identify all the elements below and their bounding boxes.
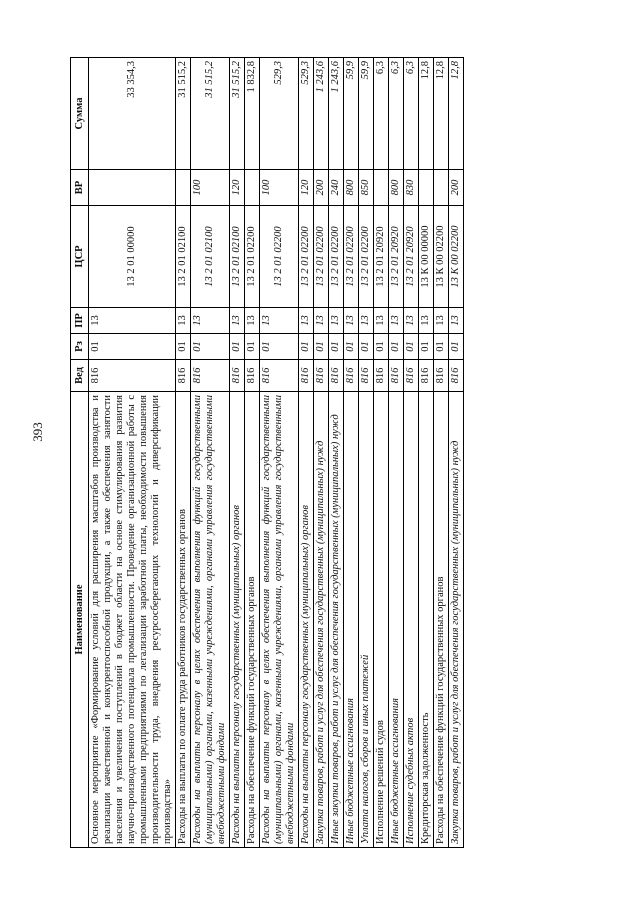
cell-vr bbox=[89, 170, 176, 206]
cell-sum: 12,8 bbox=[449, 58, 464, 170]
cell-ved: 816 bbox=[191, 360, 230, 392]
cell-rz: 01 bbox=[299, 334, 314, 360]
cell-name: Кредиторская задолженность bbox=[419, 392, 434, 848]
cell-ved: 816 bbox=[389, 360, 404, 392]
cell-rz: 01 bbox=[191, 334, 230, 360]
table-row bbox=[344, 58, 359, 848]
table-row bbox=[230, 58, 245, 848]
cell-vr: 800 bbox=[389, 170, 404, 206]
cell-vr bbox=[419, 170, 434, 206]
header-vr: ВР bbox=[71, 170, 89, 206]
cell-rz: 01 bbox=[314, 334, 329, 360]
header-sum: Сумма bbox=[71, 58, 89, 170]
cell-name: Уплата налогов, сборов и иных платежей bbox=[359, 392, 374, 848]
cell-rz: 01 bbox=[230, 334, 245, 360]
cell-name: Закупка товаров, работ и услуг для обеспечения государственных (муниципальных) нужд bbox=[449, 392, 464, 848]
cell-csr: 13 2 01 02200 bbox=[245, 206, 260, 308]
cell-pr: 13 bbox=[260, 308, 299, 334]
table-row bbox=[404, 58, 419, 848]
table-row bbox=[449, 58, 464, 848]
cell-vr: 100 bbox=[260, 170, 299, 206]
cell-ved: 816 bbox=[329, 360, 344, 392]
cell-ved: 816 bbox=[245, 360, 260, 392]
cell-name: Расходы на выплаты персоналу государственных (муниципальных) органов bbox=[299, 392, 314, 848]
cell-sum: 6,3 bbox=[374, 58, 389, 170]
cell-ved: 816 bbox=[314, 360, 329, 392]
cell-name: Иные закупки товаров, работ и услуг для обеспечения государственных (муниципальных) нужд bbox=[329, 392, 344, 848]
cell-sum: 12,8 bbox=[434, 58, 449, 170]
cell-csr: 13 К 00 02200 bbox=[434, 206, 449, 308]
table-row bbox=[329, 58, 344, 848]
cell-csr: 13 2 01 02200 bbox=[260, 206, 299, 308]
cell-csr: 13 2 01 02100 bbox=[230, 206, 245, 308]
cell-ved: 816 bbox=[260, 360, 299, 392]
table-row bbox=[245, 58, 260, 848]
cell-ved: 816 bbox=[230, 360, 245, 392]
cell-rz: 01 bbox=[89, 334, 176, 360]
cell-rz: 01 bbox=[344, 334, 359, 360]
table-row bbox=[89, 58, 176, 848]
cell-csr: 13 2 01 00000 bbox=[89, 206, 176, 308]
cell-ved: 816 bbox=[434, 360, 449, 392]
cell-csr: 13 2 01 02200 bbox=[359, 206, 374, 308]
cell-pr: 13 bbox=[299, 308, 314, 334]
header-csr: ЦСР bbox=[71, 206, 89, 308]
cell-name: Расходы на обеспечение функций государственных органов bbox=[245, 392, 260, 848]
table-row bbox=[374, 58, 389, 848]
cell-ved: 816 bbox=[299, 360, 314, 392]
cell-pr: 13 bbox=[374, 308, 389, 334]
cell-pr: 13 bbox=[245, 308, 260, 334]
table-body bbox=[89, 58, 464, 848]
table-row bbox=[389, 58, 404, 848]
cell-vr: 240 bbox=[329, 170, 344, 206]
cell-pr: 13 bbox=[176, 308, 191, 334]
cell-sum: 59,9 bbox=[359, 58, 374, 170]
cell-sum: 1 243,6 bbox=[314, 58, 329, 170]
table-row bbox=[359, 58, 374, 848]
cell-rz: 01 bbox=[434, 334, 449, 360]
cell-pr: 13 bbox=[434, 308, 449, 334]
table-row bbox=[299, 58, 314, 848]
header-pr: ПР bbox=[71, 308, 89, 334]
cell-ved: 816 bbox=[449, 360, 464, 392]
cell-sum: 529,3 bbox=[299, 58, 314, 170]
cell-sum: 31 515,2 bbox=[230, 58, 245, 170]
cell-vr: 100 bbox=[191, 170, 230, 206]
cell-name: Расходы на выплаты персоналу государственных (муниципальных) органов bbox=[230, 392, 245, 848]
cell-sum: 6,3 bbox=[389, 58, 404, 170]
cell-ved: 816 bbox=[419, 360, 434, 392]
cell-sum: 33 354,3 bbox=[89, 58, 176, 170]
cell-pr: 13 bbox=[329, 308, 344, 334]
cell-name: Закупка товаров, работ и услуг для обеспечения государственных (муниципальных) нужд bbox=[314, 392, 329, 848]
cell-csr: 13 К 00 00000 bbox=[419, 206, 434, 308]
cell-rz: 01 bbox=[389, 334, 404, 360]
cell-vr: 120 bbox=[299, 170, 314, 206]
cell-rz: 01 bbox=[404, 334, 419, 360]
cell-sum: 529,3 bbox=[260, 58, 299, 170]
cell-rz: 01 bbox=[374, 334, 389, 360]
cell-vr bbox=[176, 170, 191, 206]
cell-pr: 13 bbox=[389, 308, 404, 334]
cell-pr: 13 bbox=[344, 308, 359, 334]
cell-sum: 12,8 bbox=[419, 58, 434, 170]
cell-pr: 13 bbox=[314, 308, 329, 334]
cell-csr: 13 2 01 20920 bbox=[389, 206, 404, 308]
cell-vr bbox=[434, 170, 449, 206]
cell-name: Расходы на выплаты по оплате труда работников государственных органов bbox=[176, 392, 191, 848]
cell-csr: 13 2 01 02100 bbox=[191, 206, 230, 308]
cell-ved: 816 bbox=[344, 360, 359, 392]
cell-csr: 13 2 01 02100 bbox=[176, 206, 191, 308]
cell-ved: 816 bbox=[404, 360, 419, 392]
cell-vr: 120 bbox=[230, 170, 245, 206]
cell-pr: 13 bbox=[404, 308, 419, 334]
cell-csr: 13 2 01 02200 bbox=[344, 206, 359, 308]
cell-rz: 01 bbox=[260, 334, 299, 360]
cell-ved: 816 bbox=[89, 360, 176, 392]
rotated-page bbox=[70, 58, 595, 848]
cell-name: Расходы на выплаты персоналу в целях обеспечения выполнения функций государственными (муниципальными) органами, казенными учреждениями, органами управления государственными внебюджетными фондами bbox=[191, 392, 230, 848]
header-rz: Рз bbox=[71, 334, 89, 360]
table-row bbox=[191, 58, 230, 848]
cell-csr: 13 2 01 02200 bbox=[329, 206, 344, 308]
cell-pr: 13 bbox=[419, 308, 434, 334]
cell-vr: 200 bbox=[449, 170, 464, 206]
cell-pr: 13 bbox=[89, 308, 176, 334]
header-name: Наименование bbox=[71, 392, 89, 848]
cell-sum: 1 832,8 bbox=[245, 58, 260, 170]
cell-rz: 01 bbox=[176, 334, 191, 360]
cell-pr: 13 bbox=[359, 308, 374, 334]
cell-sum: 6,3 bbox=[404, 58, 419, 170]
cell-ved: 816 bbox=[176, 360, 191, 392]
cell-name: Иные бюджетные ассигнования bbox=[344, 392, 359, 848]
header-ved: Вед bbox=[71, 360, 89, 392]
table-header-row bbox=[71, 58, 89, 848]
cell-name: Расходы на обеспечение функций государственных органов bbox=[434, 392, 449, 848]
cell-rz: 01 bbox=[449, 334, 464, 360]
cell-rz: 01 bbox=[245, 334, 260, 360]
cell-sum: 31 515,2 bbox=[191, 58, 230, 170]
table-row bbox=[434, 58, 449, 848]
cell-name: Иные бюджетные ассигнования bbox=[389, 392, 404, 848]
cell-vr: 800 bbox=[344, 170, 359, 206]
cell-csr: 13 2 01 20920 bbox=[404, 206, 419, 308]
cell-vr bbox=[374, 170, 389, 206]
cell-csr: 13 2 01 20920 bbox=[374, 206, 389, 308]
cell-vr bbox=[245, 170, 260, 206]
cell-pr: 13 bbox=[449, 308, 464, 334]
cell-name: Основное мероприятие «Формирование условий для расширения масштабов производства и реализации качественной и конкурентоспособной продукции, а также обеспечения занятости населения и увеличения поступлений в бюджет области на основе стимулирования развития научно-производственного потенциала промышленности. Проведение организационной работы с промышленными предприятиями по легализации заработной платы, необходимости повышения производительности труда, внедрения ресурсосберегающих технологий и диверсификации производства» bbox=[89, 392, 176, 848]
cell-rz: 01 bbox=[329, 334, 344, 360]
cell-pr: 13 bbox=[230, 308, 245, 334]
cell-csr: 13 К 00 02200 bbox=[449, 206, 464, 308]
cell-rz: 01 bbox=[419, 334, 434, 360]
cell-name: Исполнение судебных актов bbox=[404, 392, 419, 848]
cell-csr: 13 2 01 02200 bbox=[299, 206, 314, 308]
cell-vr: 850 bbox=[359, 170, 374, 206]
cell-vr: 200 bbox=[314, 170, 329, 206]
table-row bbox=[176, 58, 191, 848]
table-row bbox=[314, 58, 329, 848]
cell-vr: 830 bbox=[404, 170, 419, 206]
cell-csr: 13 2 01 02200 bbox=[314, 206, 329, 308]
cell-ved: 816 bbox=[374, 360, 389, 392]
cell-ved: 816 bbox=[359, 360, 374, 392]
budget-table bbox=[70, 57, 464, 848]
table-row bbox=[260, 58, 299, 848]
cell-sum: 1 243,6 bbox=[329, 58, 344, 170]
page-number: 393 bbox=[30, 422, 45, 442]
cell-pr: 13 bbox=[191, 308, 230, 334]
cell-sum: 31 515,2 bbox=[176, 58, 191, 170]
cell-name: Расходы на выплаты персоналу в целях обеспечения выполнения функций государственными (муниципальными) органами, казенными учреждениями, органами управления государственными внебюджетными фондами bbox=[260, 392, 299, 848]
cell-rz: 01 bbox=[359, 334, 374, 360]
cell-name: Исполнение решений судов bbox=[374, 392, 389, 848]
table-row bbox=[419, 58, 434, 848]
cell-sum: 59,9 bbox=[344, 58, 359, 170]
